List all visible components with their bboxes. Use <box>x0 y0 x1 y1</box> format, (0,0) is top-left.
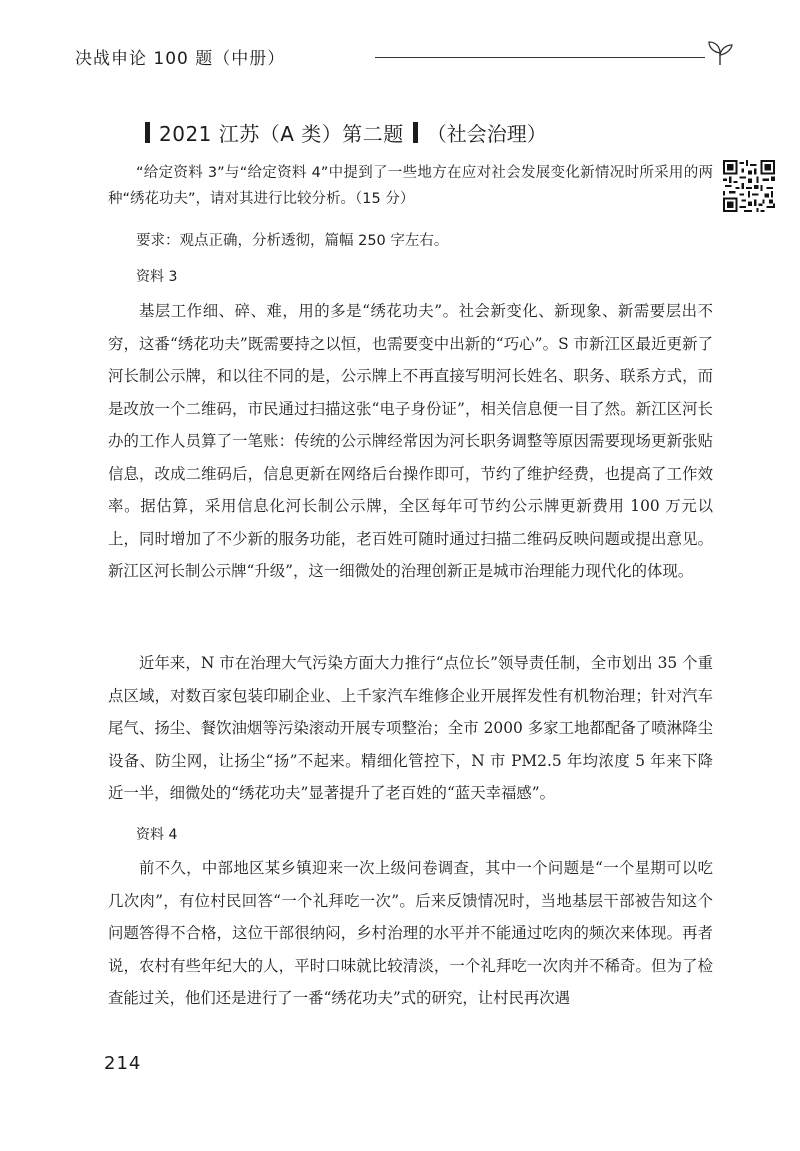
running-header <box>75 40 735 70</box>
material-4-paragraph: 前不久，中部地区某乡镇迎来一次上级问卷调查，其中一个问题是“一个星期可以吃几次肉”，有位村民回答“一个礼拜吃一次”。后来反馈情况时，当地基层干部被告知这个问题答得不合格，这位干部很纳闷，乡村治理的水平并不能通过吃肉的频次来体现。再者说，农村有些年纪大的人，平时口味就比较清淡，一个礼拜吃一次肉并不稀奇。但为了检查能过关，他们还是进行了一番“绣花功夫”式的研究，让村民再次遇 <box>108 859 713 1007</box>
heading-bar-left <box>145 122 150 143</box>
material-3-paragraph: 基层工作细、碎、难，用的多是“绣花功夫”。社会新变化、新现象、新需要层出不穷，这番“绣花功夫”既需要持之以恒，也需要变中出新的“巧心”。S 市新江区最近更新了河长制公示牌，和以往不同的是，公示牌上不再直接写明河长姓名、职务、联系方式，而是改放一个二维码，市民通过扫描这张“电子身份证”，相关信息便一目了然。新江区河长办的工作人员算了一笔账：传统的公示牌经常因为河长职务调整等原因需要现场更新张贴信息，改成二维码后，信息更新在网络后台操作即可，节约了维护经费，也提高了工作效率。据估算，采用信息化河长制公示牌，全区每年可节约公示牌更新费用 100 万元以上，同时增加了不少新的服务功能，老百姓可随时通过扫描二维码反映问题或提出意见。新江区河长制公示牌“升级”，这一细微处的治理创新正是城市治理能力现代化的体现。 <box>108 302 713 580</box>
material-3-paragraph: 近年来，N 市在治理大气污染方面大力推行“点位长”领导责任制，全市划出 35 个重点区域，对数百家包装印刷企业、上千家汽车维修企业开展挥发性有机物治理；针对汽车尾气、扬尘、餐饮油烟等污染滚动开展专项整治；全市 2000 多家工地都配备了喷淋降尘设备、防尘网，让扬尘“扬”不起来。精细化管控下，N 市 PM2.5 年均浓度 5 年来下降近一半，细微处的“绣花功夫”显著提升了老百姓的“蓝天幸福感”。 <box>108 654 713 802</box>
material-4-label: 资料 4 <box>136 827 178 843</box>
section-title: 2021 江苏（A 类）第二题 <box>159 122 404 146</box>
question-text: “给定资料 3”与“给定资料 4”中提到了一些地方在应对社会发展变化新情况时所采用的两种“绣花功夫”，请对其进行比较分析。（15 分） <box>108 165 713 207</box>
section-tag: （社会治理） <box>426 122 547 146</box>
material-3-label: 资料 3 <box>136 269 178 285</box>
page-number: 214 <box>104 1053 142 1074</box>
requirement-text: 要求：观点正确，分析透彻，篇幅 250 字左右。 <box>136 233 449 249</box>
section-heading <box>145 118 705 146</box>
sprout-icon <box>705 40 735 66</box>
qr-code-icon <box>723 160 775 212</box>
heading-bar-right <box>413 122 418 143</box>
book-title: 决战申论 100 题（中册） <box>75 49 286 69</box>
header-rule <box>375 57 705 58</box>
